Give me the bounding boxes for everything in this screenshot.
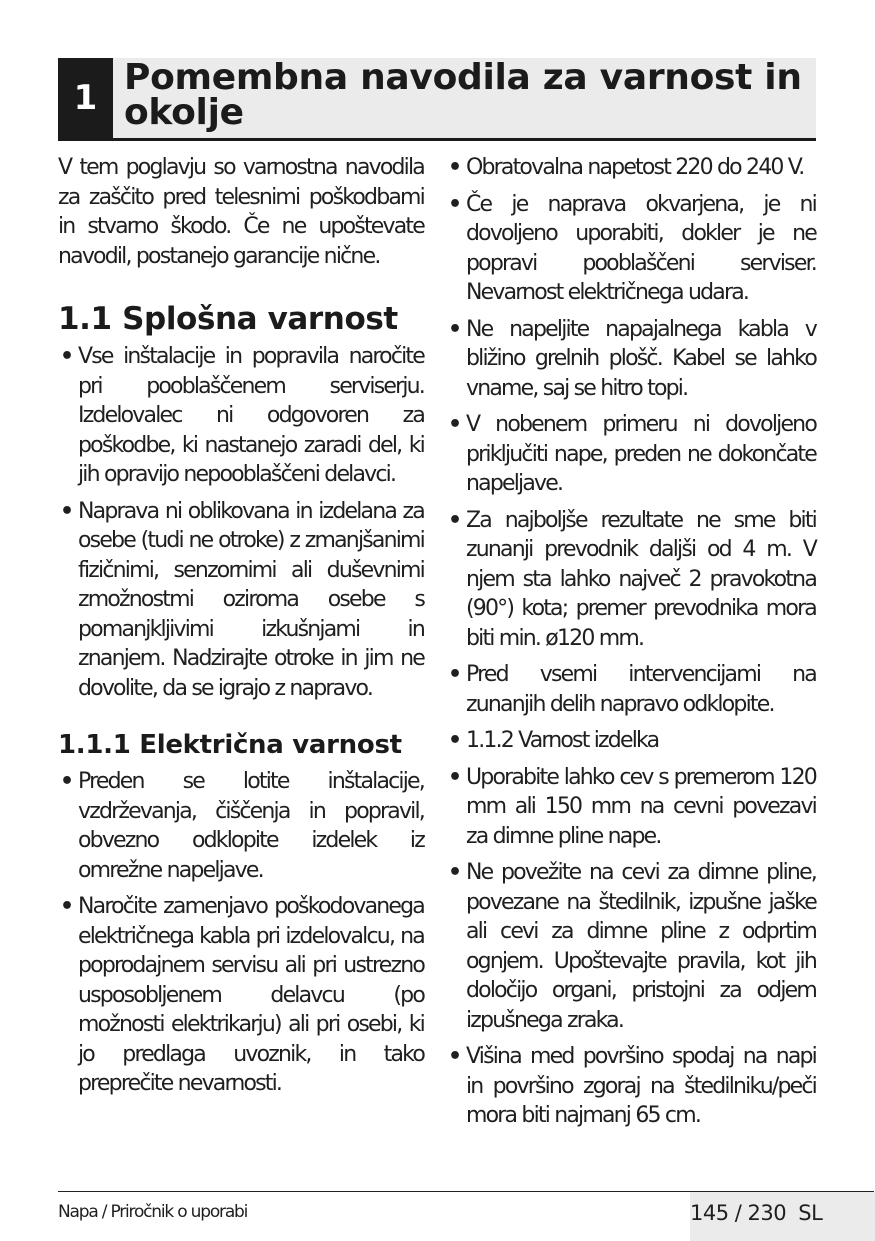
- bullet-icon: •: [448, 662, 463, 687]
- list-item: • Če je naprava okvarjena, je ni dovoljeno uporabiti, dokler je ne popravi pooblaščeni serviser. Nevarnost električnega udara.: [448, 191, 816, 305]
- list-item: • Obratovalna napetost 220 do 240 V.: [446, 153, 816, 183]
- right-column: [446, 153, 816, 1138]
- page-number: 145 / 230: [690, 1201, 787, 1225]
- bullet-icon: •: [60, 498, 75, 524]
- list-item: • Višina med površino spodaj na napi in površino zgoraj na štedilniku/peči mora biti najmanj 65 cm.: [448, 1044, 816, 1128]
- bullet-icon: •: [448, 860, 463, 885]
- chapter-header: [58, 58, 816, 141]
- bullet-icon: •: [448, 507, 463, 533]
- bullet-icon: •: [448, 155, 463, 180]
- list-item: • Uporabite lahko cev s premerom 120 mm ali 150 mm na cevni povezavi za dimne pline nape.: [448, 764, 816, 849]
- list-item: • Za najboljše rezultate ne sme biti zunanji prevodnik daljši od 4 m. V njem sta lahko največ 2 pravokotna (90°) kota; premer prevodnika mora biti min. ø120 mm.: [448, 507, 816, 651]
- bullet-icon: •: [60, 344, 75, 369]
- list-item: • Naprava ni oblikovana in izdelana za osebe (tudi ne otroke) z zmanjšanimi fizičnimi, senzornimi ali duševnimi zmožnostmi oziroma osebe s pomanjkljivimi izkušnjami in znanjem. Nadzirajte otroke in jim ne dovolite, da se igrajo z napravo.: [60, 498, 424, 701]
- list-item: • Pred vsemi intervencijami na zunanjih delih napravo odklopite.: [448, 662, 816, 717]
- footer-page-box: [690, 1192, 875, 1241]
- chapter-number: 1: [58, 58, 113, 138]
- list-item: • V nobenem primeru ni dovoljeno priključiti nape, preden ne dokončate napeljave.: [448, 412, 816, 496]
- bullet-icon: •: [60, 769, 75, 794]
- bullet-icon: •: [448, 764, 463, 790]
- list-item: • Ne povežite na cevi za dimne pline, povezane na štedilnik, izpušne jaške ali cevi za dimne pline z odprtim ognjem. Upoštevajte pravila, kot jih določijo organi, pristojni za odjem izpušnega zraka.: [448, 860, 816, 1033]
- list-item: • Ne napeljite napajalnega kabla v bližino grelnih plošč. Kabel se lahko vname, saj se hitro topi.: [448, 316, 816, 401]
- bullet-icon: •: [448, 1044, 463, 1069]
- language-code: SL: [798, 1201, 823, 1225]
- bullet-icon: •: [60, 894, 75, 919]
- list-item: • Preden se lotite inštalacije, vzdrževanja, čiščenja in popravil, obvezno odklopite izdelek iz omrežne napeljave.: [60, 769, 424, 883]
- list-item: • Vse inštalacije in popravila naročite pri pooblaščenem serviserju. Izdelovalec ni odgovoren za poškodbe, ki nastanejo zaradi del, ki jih opravijo nepooblaščeni delavci.: [60, 344, 424, 487]
- left-column: [58, 153, 424, 1106]
- list-item: • Naročite zamenjavo poškodovanega električnega kabla pri izdelovalcu, na poprodajnem servisu ali pri ustrezno usposobljenem delavcu (po možnosti elektrikarju) ali pri osebi, ki jo predlaga uvoznik, in tako preprečite nevarnosti.: [60, 894, 424, 1096]
- bullet-icon: •: [448, 728, 463, 753]
- chapter-title: Pomembna navodila za varnost in okolje: [124, 57, 802, 133]
- electrical-safety-list: [58, 767, 424, 1099]
- list-item: • 1.1.2 Varnost izdelka: [446, 726, 816, 756]
- section-heading: 1.1 Splošna varnost: [58, 301, 398, 337]
- bullet-icon: •: [448, 412, 463, 437]
- footer-document-title: Napa / Priročnik o uporabi: [58, 1202, 248, 1222]
- bullet-icon: •: [448, 191, 463, 217]
- intro-paragraph: V tem poglavju so varnostna navodila za zaščito pred telesnimi poškodbami in stvarno škodo. Če ne upoštevate navodil, postanejo garancije nične.: [58, 155, 424, 269]
- subsection-heading: 1.1.1 Električna varnost: [58, 730, 402, 760]
- general-safety-list: [58, 342, 424, 703]
- right-safety-list: [446, 153, 816, 1131]
- bullet-icon: •: [448, 316, 463, 342]
